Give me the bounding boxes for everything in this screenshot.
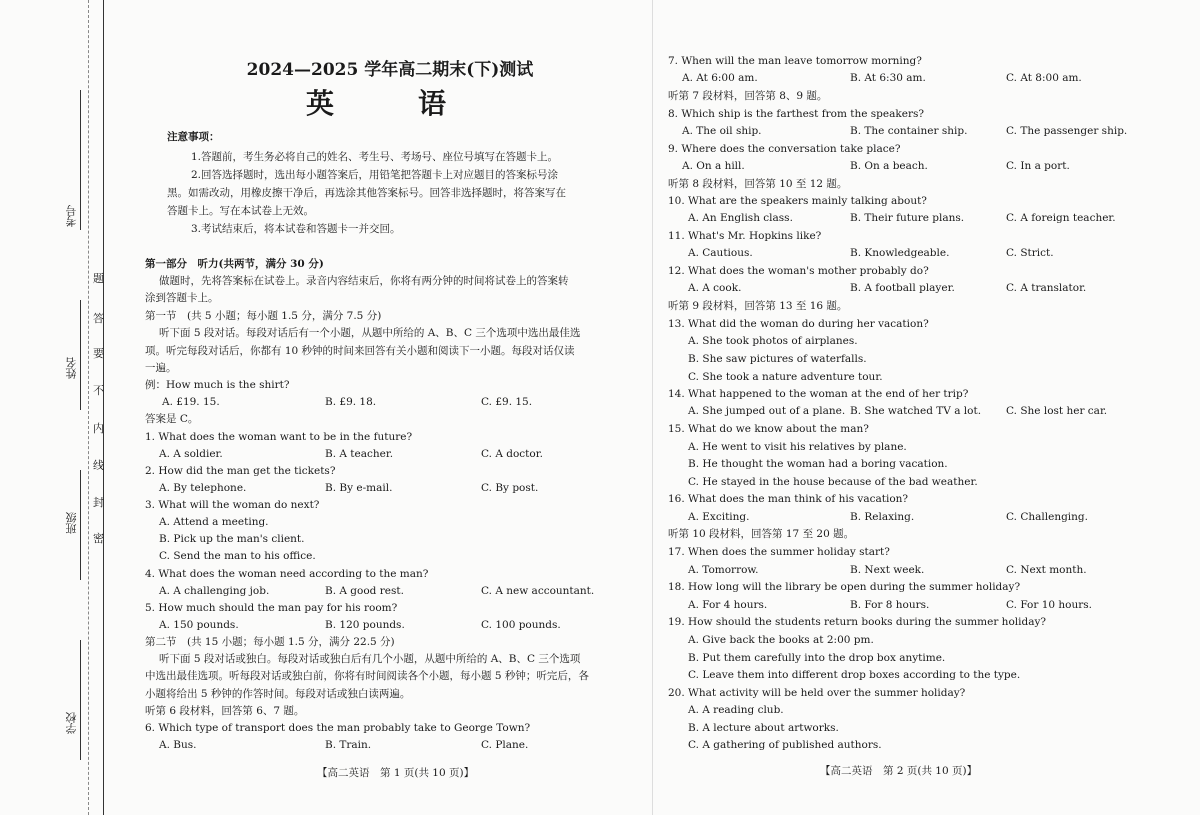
question-4: 4. What does the woman need according to the man? <box>145 568 429 580</box>
question-19: 19. How should the students return books during the summer holiday? <box>668 616 1047 628</box>
option-b: B. Put them carefully into the drop box anytime. <box>688 652 946 664</box>
label-banji: 班级 <box>65 512 78 534</box>
question-15: 15. What do we know about the man? <box>668 423 869 435</box>
subject-title: 英 语 <box>305 87 474 120</box>
section1-intro: 项。听完每段对话后，你都有 10 秒钟的时间来回答有关小题和阅读下一小题。每段对话仅读 <box>145 345 575 357</box>
seal-char: 封 <box>93 496 104 509</box>
seal-char: 不 <box>93 384 104 397</box>
option-c: C. A doctor. <box>481 448 543 460</box>
example-option-c: C. £9. 15. <box>481 396 533 408</box>
material-9: 听第 9 段材料，回答第 13 至 16 题。 <box>668 300 848 312</box>
option-c: C. Leave them into different drop boxes according to the type. <box>688 669 1021 681</box>
material-7: 听第 7 段材料，回答第 8、9 题。 <box>668 90 828 102</box>
question-8: 8. Which ship is the farthest from the speakers? <box>668 108 924 120</box>
question-7: 7. When will the man leave tomorrow morning? <box>668 55 922 67</box>
binding-strip <box>0 0 118 815</box>
example-answer: 答案是 C。 <box>145 413 199 425</box>
question-1: 1. What does the woman want to be in the future? <box>145 431 413 443</box>
option-c: C. She took a nature adventure tour. <box>688 371 883 383</box>
part1-intro: 涂到答题卡上。 <box>145 292 219 304</box>
option-c: C. By post. <box>481 482 539 494</box>
option-b: B. For 8 hours. <box>850 599 930 611</box>
option-a: A. Bus. <box>159 739 197 751</box>
question-13: 13. What did the woman do during her vacation? <box>668 318 929 330</box>
option-a: A. An English class. <box>688 212 793 224</box>
option-b: B. She saw pictures of waterfalls. <box>688 353 867 365</box>
option-a: A. Cautious. <box>688 247 753 259</box>
option-c: C. Strict. <box>1006 247 1054 259</box>
option-b: B. Knowledgeable. <box>850 247 950 259</box>
material-6: 听第 6 段材料，回答第 6、7 题。 <box>145 705 305 717</box>
seal-char: 答 <box>93 312 104 325</box>
option-a: A. A cook. <box>688 282 742 294</box>
option-a: A. She took photos of airplanes. <box>688 335 858 347</box>
option-a: A. He went to visit his relatives by plane. <box>688 441 907 453</box>
option-a: A. Attend a meeting. <box>159 516 269 528</box>
option-c: C. A foreign teacher. <box>1006 212 1116 224</box>
part1-heading: 第一部分 听力(共两节，满分 30 分) <box>145 258 324 270</box>
seal-char: 要 <box>93 347 104 360</box>
option-b: B. At 6:30 am. <box>850 72 926 84</box>
seal-char: 题 <box>93 272 104 285</box>
label-xingming: 姓名 <box>65 357 78 379</box>
option-a: A. Tomorrow. <box>688 564 759 576</box>
page-footer-2: 【高二英语 第 2 页(共 10 页)】 <box>820 765 978 777</box>
option-b: B. He thought the woman had a boring vacation. <box>688 458 948 470</box>
section2-intro: 小题将给出 5 秒钟的作答时间。每段对话或独白读两遍。 <box>145 688 411 700</box>
question-11: 11. What's Mr. Hopkins like? <box>668 230 822 242</box>
section2-heading: 第二节 (共 15 小题；每小题 1.5 分，满分 22.5 分) <box>145 636 395 648</box>
question-18: 18. How long will the library be open during the summer holiday? <box>668 581 1021 593</box>
option-b: B. The container ship. <box>850 125 968 137</box>
section2-intro: 听下面 5 段对话或独白。每段对话或独白后有几个小题，从题中所给的 A、B、C 三个选项 <box>159 653 581 665</box>
example-option-b: B. £9. 18. <box>325 396 377 408</box>
option-a: A. A soldier. <box>159 448 223 460</box>
question-14: 14. What happened to the woman at the end of her trip? <box>668 388 969 400</box>
blank-kaohao <box>80 90 81 230</box>
example-option-a: A. £19. 15. <box>162 396 220 408</box>
notice-line: 黑。如需改动，用橡皮擦干净后，再选涂其他答案标号。回答非选择题时，将答案写在 <box>167 187 566 199</box>
example-question: 例：How much is the shirt? <box>145 379 290 391</box>
option-c: C. At 8:00 am. <box>1006 72 1082 84</box>
notice-heading: 注意事项： <box>167 131 220 143</box>
page-divider <box>652 0 653 815</box>
label-xuexiao: 学校 <box>65 712 78 734</box>
option-c: C. A gathering of published authors. <box>688 739 882 751</box>
option-a: A. A challenging job. <box>159 585 270 597</box>
seal-char: 线 <box>93 459 104 472</box>
notice-line: 1.答题前，考生务必将自己的姓名、考生号、考场号、座位号填写在答题卡上。 <box>191 151 559 163</box>
option-a: A. She jumped out of a plane. <box>688 405 846 417</box>
option-c: C. She lost her car. <box>1006 405 1108 417</box>
part1-intro: 做题时，先将答案标在试卷上。录音内容结束后，你将有两分钟的时间将试卷上的答案转 <box>159 275 569 287</box>
option-c: C. Next month. <box>1006 564 1087 576</box>
option-c: C. He stayed in the house because of the bad weather. <box>688 476 978 488</box>
option-b: B. Relaxing. <box>850 511 915 523</box>
question-6: 6. Which type of transport does the man probably take to George Town? <box>145 722 531 734</box>
question-17: 17. When does the summer holiday start? <box>668 546 890 558</box>
option-b: B. Pick up the man's client. <box>159 533 305 545</box>
material-8: 听第 8 段材料，回答第 10 至 12 题。 <box>668 178 848 190</box>
section1-heading: 第一节 (共 5 小题；每小题 1.5 分，满分 7.5 分) <box>145 310 382 322</box>
option-a: A. For 4 hours. <box>688 599 768 611</box>
section1-intro: 听下面 5 段对话。每段对话后有一个小题，从题中所给的 A、B、C 三个选项中选出最佳选 <box>159 327 581 339</box>
option-a: A. Exciting. <box>688 511 750 523</box>
option-c: C. A new accountant. <box>481 585 595 597</box>
section1-intro: 一遍。 <box>145 362 177 374</box>
notice-line: 3.考试结束后，将本试卷和答题卡一并交回。 <box>191 223 401 235</box>
option-a: A. By telephone. <box>159 482 247 494</box>
option-b: B. Their future plans. <box>850 212 965 224</box>
option-b: B. A teacher. <box>325 448 394 460</box>
option-b: B. On a beach. <box>850 160 928 172</box>
seal-dashed-line <box>88 0 89 815</box>
section2-intro: 中选出最佳选项。听每段对话或独白前，你将有时间阅读各个小题，每小题 5 秒钟；听完后，各 <box>145 670 589 682</box>
blank-xuexiao <box>80 640 81 760</box>
option-c: C. Challenging. <box>1006 511 1088 523</box>
option-a: A. At 6:00 am. <box>682 72 758 84</box>
question-2: 2. How did the man get the tickets? <box>145 465 336 477</box>
question-16: 16. What does the man think of his vacation? <box>668 493 909 505</box>
option-a: A. 150 pounds. <box>159 619 239 631</box>
option-c: C. For 10 hours. <box>1006 599 1093 611</box>
option-b: B. A football player. <box>850 282 955 294</box>
option-c: C. A translator. <box>1006 282 1087 294</box>
option-a: A. A reading club. <box>688 704 784 716</box>
blank-banji <box>80 470 81 580</box>
question-5: 5. How much should the man pay for his room? <box>145 602 398 614</box>
page-footer-1: 【高二英语 第 1 页(共 10 页)】 <box>317 767 475 779</box>
option-a: A. Give back the books at 2:00 pm. <box>688 634 874 646</box>
question-12: 12. What does the woman's mother probably do? <box>668 265 929 277</box>
option-b: B. Train. <box>325 739 372 751</box>
option-b: B. By e-mail. <box>325 482 393 494</box>
exam-title: 2024—2025 学年高二期末(下)测试 <box>246 60 534 80</box>
notice-line: 2.回答选择题时，选出每小题答案后，用铅笔把答题卡上对应题目的答案标号涂 <box>191 169 559 181</box>
option-b: B. 120 pounds. <box>325 619 405 631</box>
option-a: A. The oil ship. <box>682 125 762 137</box>
option-c: C. 100 pounds. <box>481 619 561 631</box>
question-9: 9. Where does the conversation take place? <box>668 143 901 155</box>
question-20: 20. What activity will be held over the summer holiday? <box>668 687 966 699</box>
notice-line: 答题卡上。写在本试卷上无效。 <box>167 205 314 217</box>
option-a: A. On a hill. <box>682 160 745 172</box>
blank-xingming <box>80 300 81 410</box>
option-c: C. The passenger ship. <box>1006 125 1128 137</box>
question-3: 3. What will the woman do next? <box>145 499 320 511</box>
label-kaohao: 考号 <box>65 205 78 227</box>
seal-char: 内 <box>93 422 104 435</box>
option-c: C. In a port. <box>1006 160 1070 172</box>
material-10: 听第 10 段材料，回答第 17 至 20 题。 <box>668 528 855 540</box>
option-b: B. A lecture about artworks. <box>688 722 839 734</box>
seal-char: 密 <box>93 532 104 545</box>
option-b: B. A good rest. <box>325 585 404 597</box>
binding-line <box>103 0 104 815</box>
option-c: C. Send the man to his office. <box>159 550 316 562</box>
option-b: B. Next week. <box>850 564 925 576</box>
option-c: C. Plane. <box>481 739 529 751</box>
question-10: 10. What are the speakers mainly talking about? <box>668 195 927 207</box>
option-b: B. She watched TV a lot. <box>850 405 982 417</box>
